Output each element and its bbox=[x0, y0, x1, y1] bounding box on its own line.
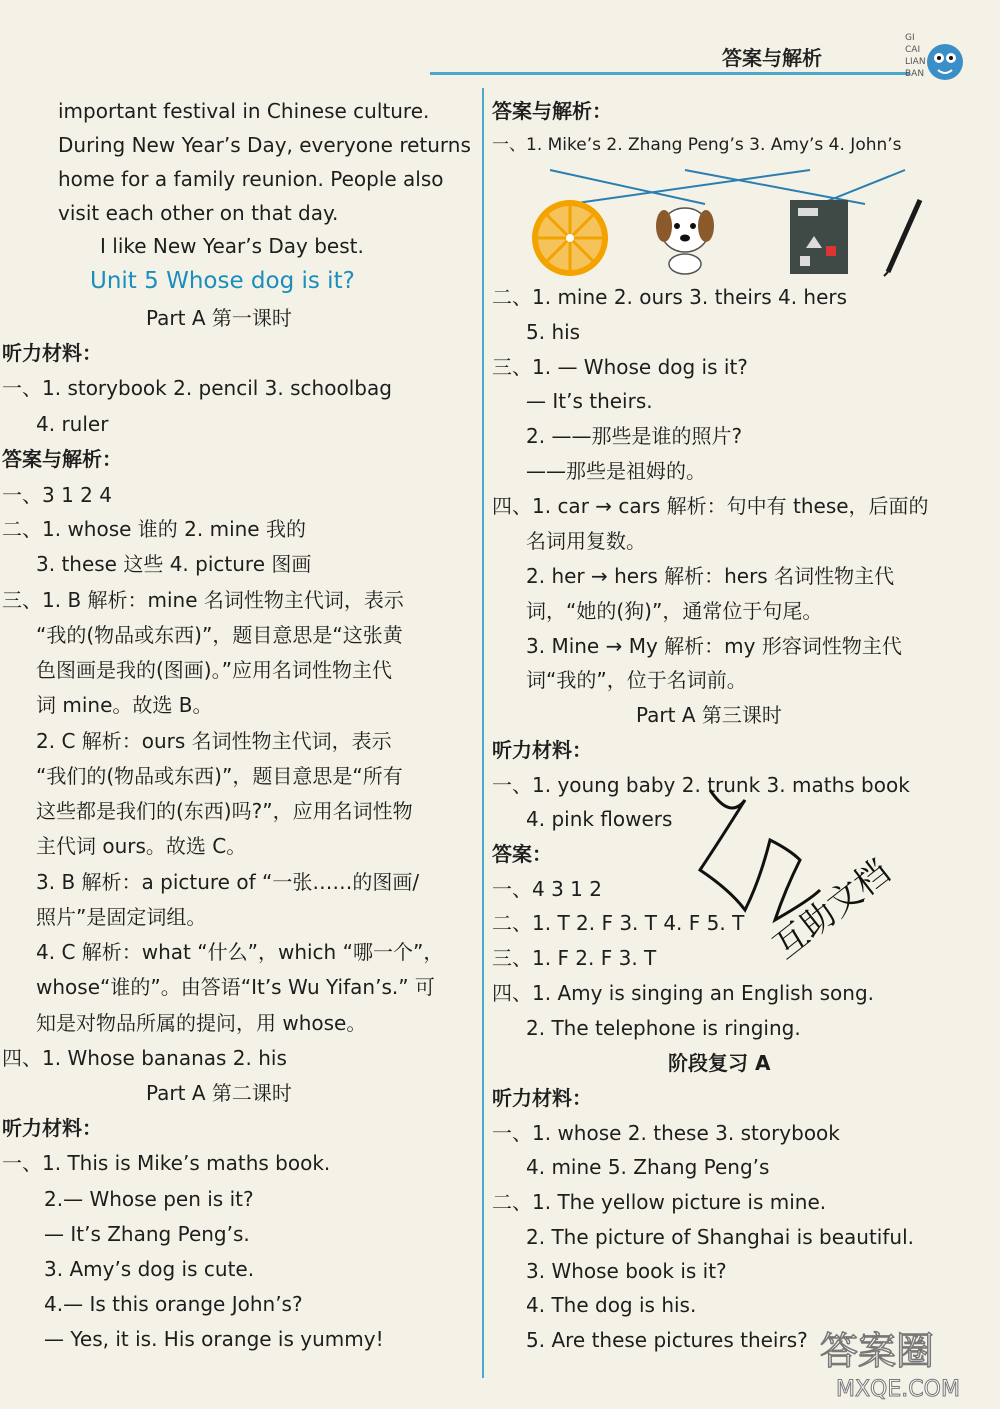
text-line: 照片”是固定词组。 bbox=[36, 905, 207, 929]
dog-icon bbox=[656, 208, 714, 274]
text-line: — Yes, it is. His orange is yummy! bbox=[44, 1327, 384, 1351]
text-line: 答案与解析： bbox=[492, 99, 612, 123]
header-rule bbox=[430, 72, 910, 75]
svg-text:互助文档: 互助文档 bbox=[765, 851, 898, 968]
text-line: “我的(物品或东西)”，题目意思是“这张黄 bbox=[36, 623, 403, 647]
text-line: 听力材料： bbox=[492, 738, 592, 762]
text-line: 2. her → hers 解析：hers 名词性物主代 bbox=[526, 564, 895, 588]
mascot-logo-icon bbox=[905, 28, 965, 92]
svg-text:LIAN: LIAN bbox=[905, 57, 926, 67]
text-line: 4. C 解析：what “什么”，which “哪一个”， bbox=[36, 940, 444, 964]
text-line: 听力材料： bbox=[2, 1116, 102, 1140]
text-line: 一、1. whose 2. these 3. storybook bbox=[492, 1121, 840, 1145]
text-line: 3. Amy’s dog is cute. bbox=[44, 1257, 255, 1281]
text-line: 一、1. young baby 2. trunk 3. maths book bbox=[492, 773, 910, 797]
text-line: important festival in Chinese culture. bbox=[58, 99, 430, 123]
text-line: 一、1. storybook 2. pencil 3. schoolbag bbox=[2, 376, 392, 400]
text-line: 一、4 3 1 2 bbox=[492, 877, 602, 901]
text-line: 听力材料： bbox=[2, 341, 102, 365]
text-line: 答案： bbox=[492, 842, 552, 866]
handwritten-stamp bbox=[690, 780, 898, 980]
text-line: 4. The dog is his. bbox=[526, 1293, 697, 1317]
text-line: 二、1. mine 2. ours 3. theirs 4. hers bbox=[492, 285, 848, 309]
text-line: 4. ruler bbox=[36, 412, 109, 436]
text-line: Part A 第三课时 bbox=[636, 703, 782, 727]
text-line: 二、1. whose 谁的 2. mine 我的 bbox=[2, 517, 306, 541]
text-line: 2. The picture of Shanghai is beautiful. bbox=[526, 1225, 914, 1249]
text-line: home for a family reunion. People also bbox=[58, 167, 444, 191]
text-line: Unit 5 Whose dog is it? bbox=[90, 268, 355, 294]
text-line: 3. B 解析：a picture of “一张……的图画/ bbox=[36, 870, 420, 894]
text-line: 3. Whose book is it? bbox=[526, 1259, 727, 1283]
text-line: 5. Are these pictures theirs? bbox=[526, 1328, 808, 1352]
text-line: 4.— Is this orange John’s? bbox=[44, 1292, 303, 1316]
text-line: 四、1. car → cars 解析：句中有 these，后面的 bbox=[492, 494, 929, 518]
text-line: 二、1. T 2. F 3. T 4. F 5. T bbox=[492, 911, 745, 935]
text-line: 三、1. B 解析：mine 名词性物主代词，表示 bbox=[2, 588, 404, 612]
text-line: visit each other on that day. bbox=[58, 201, 339, 225]
orange-icon bbox=[532, 200, 608, 276]
text-line: 二、1. The yellow picture is mine. bbox=[492, 1190, 827, 1214]
text-line: 词 mine。故选 B。 bbox=[36, 693, 213, 717]
text-line: — It’s theirs. bbox=[526, 389, 653, 413]
text-line: 3. Mine → My 解析：my 形容词性物主代 bbox=[526, 634, 902, 658]
svg-text:答案圈: 答案圈 bbox=[820, 1329, 935, 1373]
text-line: 知是对物品所属的提问，用 whose。 bbox=[36, 1011, 367, 1035]
text-line: 答案与解析： bbox=[2, 447, 122, 471]
svg-text:CAI: CAI bbox=[905, 45, 921, 55]
text-line: 4. mine 5. Zhang Peng’s bbox=[526, 1155, 770, 1179]
text-line: Part A 第一课时 bbox=[146, 306, 292, 330]
maths-book-icon bbox=[790, 200, 848, 274]
matching-pictures bbox=[490, 196, 960, 276]
text-line: During New Year’s Day, everyone returns bbox=[58, 133, 471, 157]
text-line: ——那些是祖姆的。 bbox=[526, 459, 706, 483]
text-line: 4. pink flowers bbox=[526, 807, 673, 831]
text-line: 2. The telephone is ringing. bbox=[526, 1016, 801, 1040]
text-line: 词，“她的(狗)”，通常位于句尾。 bbox=[526, 599, 823, 623]
column-divider bbox=[482, 88, 484, 1378]
text-line: 四、1. Amy is singing an English song. bbox=[492, 981, 875, 1005]
text-line: 2.— Whose pen is it? bbox=[44, 1187, 254, 1211]
text-line: 2. C 解析：ours 名词性物主代词，表示 bbox=[36, 729, 392, 753]
match-line bbox=[820, 170, 905, 204]
watermark-logo bbox=[810, 1322, 980, 1402]
text-line: 主代词 ours。故选 C。 bbox=[36, 834, 247, 858]
text-line: 一、1. This is Mike’s maths book. bbox=[2, 1151, 331, 1175]
text-line: 四、1. Whose bananas 2. his bbox=[2, 1046, 287, 1070]
text-line: 一、1. Mike’s 2. Zhang Peng’s 3. Amy’s 4. John’s bbox=[492, 135, 902, 155]
text-line: Part A 第二课时 bbox=[146, 1081, 292, 1105]
text-line: 词“我的”，位于名词前。 bbox=[526, 668, 747, 692]
svg-text:MXQE.COM: MXQE.COM bbox=[836, 1377, 960, 1402]
text-line: 2. ——那些是谁的照片? bbox=[526, 424, 743, 448]
text-line: 5. his bbox=[526, 320, 581, 344]
header-title: 答案与解析 bbox=[722, 46, 822, 70]
text-line: 一、3 1 2 4 bbox=[2, 483, 112, 507]
text-line: 3. these 这些 4. picture 图画 bbox=[36, 552, 312, 576]
text-line: 阶段复习 A bbox=[668, 1051, 771, 1075]
watermark bbox=[810, 1322, 980, 1402]
pen-icon bbox=[884, 200, 920, 276]
svg-text:GI: GI bbox=[905, 33, 915, 43]
svg-text:BAN: BAN bbox=[905, 69, 925, 79]
text-line: I like New Year’s Day best. bbox=[100, 234, 364, 258]
text-line: 三、1. — Whose dog is it? bbox=[492, 355, 748, 379]
text-line: 色图画是我的(图画)。”应用名词性物主代 bbox=[36, 658, 392, 682]
match-line bbox=[550, 170, 705, 204]
text-line: 这些都是我们的(东西)吗?”，应用名词性物 bbox=[36, 799, 413, 823]
text-line: — It’s Zhang Peng’s. bbox=[44, 1222, 250, 1246]
text-line: whose“谁的”。由答语“It’s Wu Yifan’s.” 可 bbox=[36, 975, 435, 999]
text-line: 名词用复数。 bbox=[526, 529, 646, 553]
text-line: “我们的(物品或东西)”，题目意思是“所有 bbox=[36, 764, 403, 788]
text-line: 三、1. F 2. F 3. T bbox=[492, 946, 657, 970]
page-header bbox=[0, 0, 1000, 95]
text-line: 听力材料： bbox=[492, 1086, 592, 1110]
